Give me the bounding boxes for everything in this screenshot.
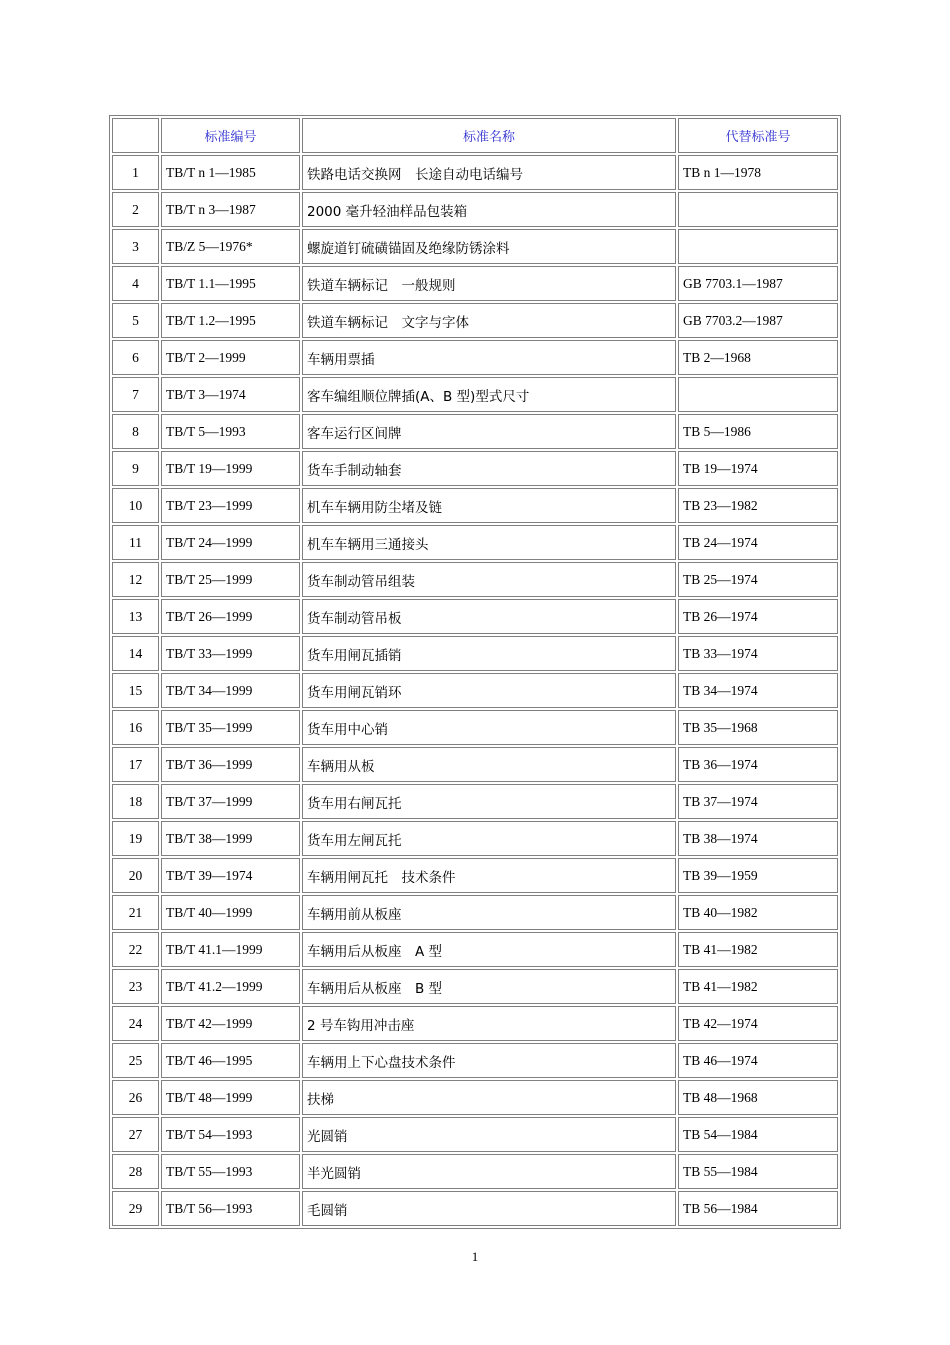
standard-name-cell: 毛圆销 [302, 1191, 676, 1226]
standard-name-cell: 客车运行区间牌 [302, 414, 676, 449]
table-body [112, 155, 838, 1226]
standard-name-cell: 货车用中心销 [302, 710, 676, 745]
standard-name-cell: 货车手制动轴套 [302, 451, 676, 486]
table-row [112, 562, 838, 597]
replaced-standard-cell: TB 26—1974 [678, 599, 838, 634]
standard-code-cell: TB/T 54—1993 [161, 1117, 300, 1152]
standard-name-cell: 客车编组顺位牌插(A、B 型)型式尺寸 [302, 377, 676, 412]
row-index-cell: 20 [112, 858, 159, 893]
standard-name-cell: 车辆用上下心盘技术条件 [302, 1043, 676, 1078]
row-index-cell: 27 [112, 1117, 159, 1152]
replaced-standard-cell: TB 25—1974 [678, 562, 838, 597]
table-row [112, 266, 838, 301]
standard-code-cell: TB/Z 5—1976* [161, 229, 300, 264]
row-index-cell: 2 [112, 192, 159, 227]
table-row [112, 488, 838, 523]
row-index-cell: 28 [112, 1154, 159, 1189]
replaced-standard-cell: TB 34—1974 [678, 673, 838, 708]
standard-name-cell: 货车制动管吊板 [302, 599, 676, 634]
standard-name-cell: 铁路电话交换网 长途自动电话编号 [302, 155, 676, 190]
row-index-cell: 19 [112, 821, 159, 856]
table-row [112, 1006, 838, 1041]
row-index-cell: 8 [112, 414, 159, 449]
replaced-standard-cell [678, 192, 838, 227]
table-row [112, 525, 838, 560]
table-row [112, 932, 838, 967]
replaced-standard-cell: TB 40—1982 [678, 895, 838, 930]
standard-code-cell: TB/T 33—1999 [161, 636, 300, 671]
table-row [112, 784, 838, 819]
replaced-standard-cell: TB 5—1986 [678, 414, 838, 449]
standard-code-cell: TB/T 5—1993 [161, 414, 300, 449]
standard-code-cell: TB/T 3—1974 [161, 377, 300, 412]
standard-name-cell: 货车用右闸瓦托 [302, 784, 676, 819]
standard-code-cell: TB/T 36—1999 [161, 747, 300, 782]
row-index-cell: 13 [112, 599, 159, 634]
replaced-standard-cell: GB 7703.1—1987 [678, 266, 838, 301]
row-index-cell: 25 [112, 1043, 159, 1078]
standard-code-cell: TB/T 23—1999 [161, 488, 300, 523]
row-index-cell: 18 [112, 784, 159, 819]
table-row [112, 673, 838, 708]
standard-name-cell: 货车用闸瓦销环 [302, 673, 676, 708]
standard-code-cell: TB/T 38—1999 [161, 821, 300, 856]
standard-code-cell: TB/T 40—1999 [161, 895, 300, 930]
table-row [112, 1191, 838, 1226]
table-row [112, 1080, 838, 1115]
standard-code-cell: TB/T 1.1—1995 [161, 266, 300, 301]
standard-code-cell: TB/T 46—1995 [161, 1043, 300, 1078]
row-index-cell: 7 [112, 377, 159, 412]
standard-code-cell: TB/T 2—1999 [161, 340, 300, 375]
replaced-standard-cell [678, 377, 838, 412]
standard-name-cell: 车辆用从板 [302, 747, 676, 782]
standard-name-cell: 货车用左闸瓦托 [302, 821, 676, 856]
replaced-standard-cell: TB 54—1984 [678, 1117, 838, 1152]
table-row [112, 636, 838, 671]
standard-name-cell: 机车车辆用三通接头 [302, 525, 676, 560]
standard-name-cell: 半光圆销 [302, 1154, 676, 1189]
standard-name-cell: 扶梯 [302, 1080, 676, 1115]
row-index-cell: 22 [112, 932, 159, 967]
standard-name-cell: 货车制动管吊组装 [302, 562, 676, 597]
standard-code-cell: TB/T n 1—1985 [161, 155, 300, 190]
standard-code-cell: TB/T 41.1—1999 [161, 932, 300, 967]
replaced-standard-cell [678, 229, 838, 264]
replaced-standard-cell: TB 23—1982 [678, 488, 838, 523]
replaced-standard-cell: TB n 1—1978 [678, 155, 838, 190]
table-row [112, 414, 838, 449]
row-index-cell: 23 [112, 969, 159, 1004]
standard-name-cell: 铁道车辆标记 一般规则 [302, 266, 676, 301]
standard-code-cell: TB/T 56—1993 [161, 1191, 300, 1226]
row-index-cell: 14 [112, 636, 159, 671]
replaced-standard-cell: TB 46—1974 [678, 1043, 838, 1078]
standard-code-cell: TB/T 1.2—1995 [161, 303, 300, 338]
standard-name-cell: 车辆用前从板座 [302, 895, 676, 930]
replaced-standard-cell: TB 41—1982 [678, 969, 838, 1004]
table-row [112, 821, 838, 856]
table-row [112, 377, 838, 412]
header-standard-code: 标准编号 [161, 118, 300, 153]
table-row [112, 229, 838, 264]
replaced-standard-cell: GB 7703.2—1987 [678, 303, 838, 338]
standard-code-cell: TB/T 39—1974 [161, 858, 300, 893]
table-row [112, 192, 838, 227]
standard-code-cell: TB/T 26—1999 [161, 599, 300, 634]
table-row [112, 858, 838, 893]
standard-name-cell: 车辆用票插 [302, 340, 676, 375]
row-index-cell: 15 [112, 673, 159, 708]
standard-code-cell: TB/T 42—1999 [161, 1006, 300, 1041]
standard-name-cell: 车辆用后从板座 B 型 [302, 969, 676, 1004]
header-standard-name: 标准名称 [302, 118, 676, 153]
table-row [112, 155, 838, 190]
replaced-standard-cell: TB 37—1974 [678, 784, 838, 819]
row-index-cell: 21 [112, 895, 159, 930]
standard-code-cell: TB/T 24—1999 [161, 525, 300, 560]
standard-code-cell: TB/T 35—1999 [161, 710, 300, 745]
standard-code-cell: TB/T n 3—1987 [161, 192, 300, 227]
table-row [112, 969, 838, 1004]
standard-name-cell: 2 号车钩用冲击座 [302, 1006, 676, 1041]
row-index-cell: 5 [112, 303, 159, 338]
standard-name-cell: 光圆销 [302, 1117, 676, 1152]
row-index-cell: 1 [112, 155, 159, 190]
header-index [112, 118, 159, 153]
row-index-cell: 26 [112, 1080, 159, 1115]
row-index-cell: 10 [112, 488, 159, 523]
standard-name-cell: 2000 毫升轻油样品包装箱 [302, 192, 676, 227]
standard-code-cell: TB/T 37—1999 [161, 784, 300, 819]
standards-table [109, 115, 841, 1229]
table-row [112, 1043, 838, 1078]
replaced-standard-cell: TB 39—1959 [678, 858, 838, 893]
row-index-cell: 6 [112, 340, 159, 375]
standard-code-cell: TB/T 55—1993 [161, 1154, 300, 1189]
row-index-cell: 3 [112, 229, 159, 264]
standard-code-cell: TB/T 25—1999 [161, 562, 300, 597]
row-index-cell: 12 [112, 562, 159, 597]
standard-code-cell: TB/T 41.2—1999 [161, 969, 300, 1004]
replaced-standard-cell: TB 55—1984 [678, 1154, 838, 1189]
table-row [112, 710, 838, 745]
table-row [112, 303, 838, 338]
row-index-cell: 29 [112, 1191, 159, 1226]
row-index-cell: 24 [112, 1006, 159, 1041]
replaced-standard-cell: TB 56—1984 [678, 1191, 838, 1226]
row-index-cell: 11 [112, 525, 159, 560]
row-index-cell: 16 [112, 710, 159, 745]
standard-name-cell: 货车用闸瓦插销 [302, 636, 676, 671]
table-row [112, 1117, 838, 1152]
standard-name-cell: 螺旋道钉硫磺锚固及绝缘防锈涂料 [302, 229, 676, 264]
replaced-standard-cell: TB 41—1982 [678, 932, 838, 967]
table-row [112, 340, 838, 375]
replaced-standard-cell: TB 36—1974 [678, 747, 838, 782]
table-row [112, 895, 838, 930]
table-row [112, 451, 838, 486]
standard-name-cell: 机车车辆用防尘堵及链 [302, 488, 676, 523]
replaced-standard-cell: TB 19—1974 [678, 451, 838, 486]
replaced-standard-cell: TB 33—1974 [678, 636, 838, 671]
row-index-cell: 17 [112, 747, 159, 782]
table-header-row [112, 118, 838, 153]
replaced-standard-cell: TB 35—1968 [678, 710, 838, 745]
standard-code-cell: TB/T 19—1999 [161, 451, 300, 486]
row-index-cell: 4 [112, 266, 159, 301]
replaced-standard-cell: TB 2—1968 [678, 340, 838, 375]
table-row [112, 599, 838, 634]
standard-name-cell: 车辆用闸瓦托 技术条件 [302, 858, 676, 893]
row-index-cell: 9 [112, 451, 159, 486]
table-row [112, 747, 838, 782]
table-row [112, 1154, 838, 1189]
replaced-standard-cell: TB 48—1968 [678, 1080, 838, 1115]
replaced-standard-cell: TB 38—1974 [678, 821, 838, 856]
standard-name-cell: 车辆用后从板座 A 型 [302, 932, 676, 967]
standard-name-cell: 铁道车辆标记 文字与字体 [302, 303, 676, 338]
replaced-standard-cell: TB 42—1974 [678, 1006, 838, 1041]
page-number: 1 [471, 1249, 479, 1264]
standard-code-cell: TB/T 34—1999 [161, 673, 300, 708]
header-replaced-standard: 代替标准号 [678, 118, 838, 153]
standard-code-cell: TB/T 48—1999 [161, 1080, 300, 1115]
replaced-standard-cell: TB 24—1974 [678, 525, 838, 560]
